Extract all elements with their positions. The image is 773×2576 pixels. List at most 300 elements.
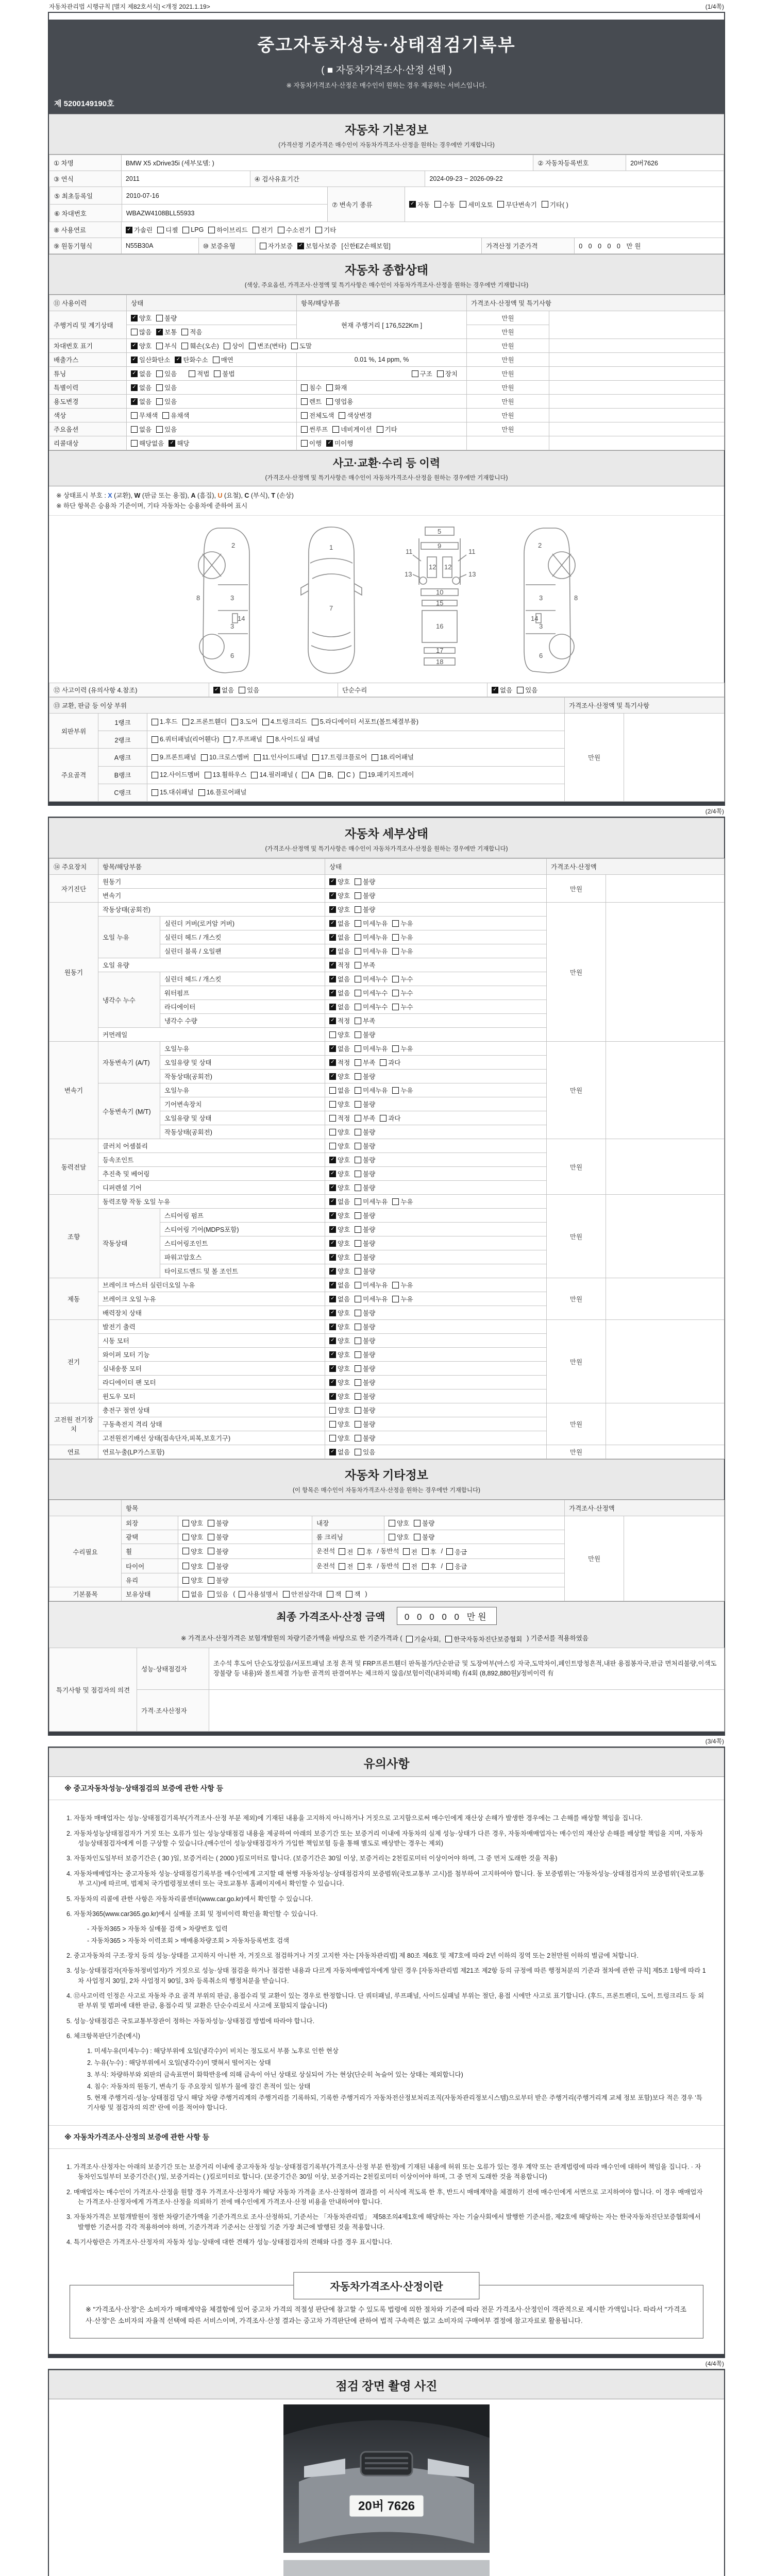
checkbox-unchecked[interactable]: 불량 xyxy=(156,313,177,323)
checkbox-unchecked[interactable]: 양호 xyxy=(329,1405,350,1415)
checkbox-unchecked[interactable]: 2.프론트휀더 xyxy=(182,716,227,728)
checkbox-unchecked[interactable]: 18.리어패널 xyxy=(372,751,414,764)
notice-item: 5. 성능·상태점검은 국토교통부장관이 정하는 자동차성능·상태점검 방법에 따라야 합니다. xyxy=(66,2017,315,2025)
device-label: 전기 xyxy=(49,1320,98,1403)
checkbox-unchecked[interactable]: 불량 xyxy=(355,1336,375,1345)
checkbox-unchecked[interactable]: 무단변속기 xyxy=(497,200,536,209)
checkbox-unchecked[interactable]: 16.플로어패널 xyxy=(198,786,247,799)
checkbox-unchecked[interactable]: 미세누유 xyxy=(355,919,388,928)
checkbox-unchecked[interactable]: 잭 xyxy=(346,1589,360,1599)
checkbox-unchecked[interactable]: 자가보증 xyxy=(260,241,293,250)
checkbox-unchecked[interactable]: 침수 xyxy=(301,383,322,392)
checkbox-checked[interactable]: ✓ 없음 xyxy=(329,1280,350,1290)
checkbox-checked[interactable]: ✓ 탄화수소 xyxy=(175,355,208,364)
checkbox-unchecked[interactable]: 있음 xyxy=(355,1447,375,1456)
notice-subitem: 3. 부식: 차량하부와 외판의 금속표면이 화학반응에 의해 금속이 아닌 상태로 상실되어 가는 현상(단순히 녹슬어 있는 상태는 제외합니다) xyxy=(87,2071,463,2078)
price-appraisal-select: ( ■ 자동차가격조사·산정 선택 ) xyxy=(321,65,452,76)
checkbox-unchecked[interactable]: 후 xyxy=(358,1562,372,1571)
checkbox-unchecked[interactable]: 미세누유 xyxy=(355,933,388,942)
checkbox-unchecked[interactable]: 부족 xyxy=(355,960,375,970)
rank-2-items xyxy=(147,731,565,749)
checkbox-unchecked[interactable]: 미세누수 xyxy=(355,988,388,997)
checkbox-checked[interactable]: ✓ 양호 xyxy=(329,1183,350,1192)
notice-item: 1. 가격조사·산정자는 아래의 보증기간 또는 보증거리 이내에 중고자동차 성능·상태점검기록부(가격조사·산정 부분 한정)에 기재된 내용에 허위 또는 오류가 있는 경우 계약 또는 관계법령에 따라 매수인에 대하여 책임을 집니다. · 자동차인도일부터 보증기간은( )일, 보증거리는 ( )킬로미터로 합니다. (보증기간은 30일 이상, 보증거리는 2천킬로미터 이상이어야 하며, 그 중 먼저 도래한 것을 적용합니다) xyxy=(66,2163,701,2181)
checkbox-unchecked[interactable]: 없음 xyxy=(182,1589,203,1599)
checkbox-checked[interactable]: ✓ 자동 xyxy=(409,200,430,209)
checkbox-unchecked[interactable]: 적법 xyxy=(189,369,209,378)
checkbox-unchecked[interactable]: 미세누유 xyxy=(355,1280,388,1290)
exchange-price: 만원 xyxy=(565,714,624,802)
svg-text:11: 11 xyxy=(405,548,412,555)
subgroup-label: 작동상태 xyxy=(98,1209,160,1278)
checkbox-unchecked[interactable]: 불량 xyxy=(355,905,375,914)
top-meta xyxy=(49,2,724,11)
device-label: 조향 xyxy=(49,1195,98,1278)
checkbox-unchecked[interactable]: 구조 xyxy=(412,369,432,378)
checkbox-unchecked[interactable]: 누유 xyxy=(392,1086,413,1095)
warranty-label: ⑩ 보증유형 xyxy=(199,238,256,254)
state-checks xyxy=(325,1083,547,1097)
section-title: 자동차 종합상태 xyxy=(345,263,428,277)
page-marker-1: (1/4쪽) xyxy=(705,3,724,10)
checkbox-unchecked[interactable]: 전 xyxy=(403,1562,417,1571)
checkbox-checked[interactable]: ✓ 양호 xyxy=(329,1169,350,1178)
engine-type-value: N55B30A xyxy=(122,238,199,254)
checkbox-unchecked[interactable]: 불량 xyxy=(355,1183,375,1192)
item-label: 오일 유량 xyxy=(98,958,325,972)
checkbox-unchecked[interactable]: 해당없음 xyxy=(131,438,164,448)
checkbox-checked[interactable]: ✓ 보험사보증 xyxy=(297,241,337,250)
checkbox-unchecked[interactable]: 불량 xyxy=(355,891,375,900)
checkbox-unchecked[interactable]: 사용설명서 xyxy=(239,1589,278,1599)
checkbox-unchecked[interactable]: 후 xyxy=(358,1547,372,1556)
inspection-photo-rear xyxy=(283,2560,490,2576)
checkbox-unchecked[interactable]: 양호 xyxy=(182,1575,203,1585)
checkbox-unchecked[interactable]: 양호 xyxy=(182,1532,203,1541)
checkbox-checked[interactable]: ✓ 양호 xyxy=(329,1266,350,1276)
checkbox-unchecked[interactable]: 색상변경 xyxy=(339,411,372,420)
checkbox-unchecked[interactable]: 렌트 xyxy=(301,397,322,406)
checkbox-checked[interactable]: ✓ 가솔린 xyxy=(126,225,153,234)
state-code-X: X xyxy=(108,492,112,499)
checkbox-unchecked[interactable]: 있음 xyxy=(156,383,177,392)
checkbox-unchecked[interactable]: 불량 xyxy=(355,1252,375,1262)
notice-item: 1. 자동차 매매업자는 성능·상태점검기록부(가격조사·산정 부분 제외)에 기재된 내용을 고지하지 아니하거나 거짓으로 고지함으로써 매수인에게 재산상 손해가 발생한 경우에는 그 손해를 배상할 책임을 집니다. xyxy=(66,1815,643,1822)
checkbox-unchecked[interactable]: 12.사이드멤버 xyxy=(152,769,200,782)
checkbox-checked[interactable]: ✓ 없음 xyxy=(329,946,350,956)
options-checks xyxy=(127,422,297,436)
checkbox-unchecked[interactable]: 기타( ) xyxy=(542,200,568,209)
base-price-label: 가격산정 기준가격 xyxy=(482,238,575,254)
checkbox-checked[interactable]: ✓ 양호 xyxy=(329,891,350,900)
checkbox-unchecked[interactable]: 양호 xyxy=(182,1518,203,1528)
notice-item: 4. ⑫사고이력 인정은 사고로 자동차 주요 골격 부위의 판금, 용접수리 및 교환이 있는 경우로 한정합니다. 단 쿼터패널, 루프패널, 사이드실패널 부위는 절단, 용접 시에만 사고로 표기합니다. (후드, 프론트펜더, 도어, 트렁크리드 등 외판 부위 및 범퍼에 대한 판금, 용접수리 및 교환은 단순수리로서 사고에 포함되지 않습니다) xyxy=(66,1992,704,2010)
checkbox-unchecked[interactable]: 미세누유 xyxy=(355,1086,388,1095)
checkbox-unchecked[interactable]: 7.루프패널 xyxy=(224,733,262,746)
used-car-inspection-record xyxy=(0,2,773,2576)
checkbox-unchecked[interactable]: 과다 xyxy=(380,1113,400,1123)
checkbox-unchecked[interactable]: 누수 xyxy=(392,988,413,997)
checkbox-unchecked[interactable]: 전기 xyxy=(253,225,273,234)
item-label: 실린더 커버(로커암 커버) xyxy=(160,917,325,930)
checkbox-unchecked[interactable]: 양호 xyxy=(329,1141,350,1150)
mileage-state-1 xyxy=(127,311,297,325)
checkbox-checked[interactable]: ✓ 양호 xyxy=(329,1225,350,1234)
checkbox-unchecked[interactable]: 불량 xyxy=(355,1308,375,1317)
checkbox-unchecked[interactable]: 불량 xyxy=(208,1547,228,1556)
checkbox-unchecked[interactable]: 누유 xyxy=(392,946,413,956)
checkbox-unchecked[interactable]: 양호 xyxy=(329,1030,350,1039)
checkbox-unchecked[interactable]: 양호 xyxy=(389,1518,409,1528)
detail-row xyxy=(49,1278,725,1292)
section-title: 자동차 세부상태 xyxy=(345,827,428,841)
notices-section2-body xyxy=(49,2149,724,2263)
checkbox-checked[interactable]: ✓ 없음 xyxy=(492,685,512,694)
checkbox-checked[interactable]: ✓ 없음 xyxy=(329,933,350,942)
notices-section1-body xyxy=(49,1800,724,2125)
checkbox-checked[interactable]: ✓ 없음 xyxy=(131,369,152,378)
checkbox-checked[interactable]: ✓ 없음 xyxy=(329,1197,350,1206)
price-cell xyxy=(467,436,549,450)
checkbox-unchecked[interactable]: 도말 xyxy=(291,341,312,350)
checkbox-unchecked[interactable]: 상이 xyxy=(224,341,244,350)
checkbox-unchecked[interactable]: 잭 xyxy=(327,1589,341,1599)
checkbox-unchecked[interactable]: 미세누유 xyxy=(355,1197,388,1206)
checkbox-unchecked[interactable]: 유채색 xyxy=(162,411,189,420)
checkbox-unchecked[interactable]: 누유 xyxy=(392,1044,413,1053)
checkbox-unchecked[interactable]: C ) xyxy=(338,769,355,782)
item-label: 구동축전지 격리 상태 xyxy=(98,1417,325,1431)
checkbox-unchecked[interactable]: 불량 xyxy=(355,1419,375,1429)
checkbox-unchecked[interactable]: 양호 xyxy=(329,1419,350,1429)
tire-checks xyxy=(178,1558,312,1573)
checkbox-checked[interactable]: ✓ 해당 xyxy=(169,438,189,448)
checkbox-unchecked[interactable]: 불량 xyxy=(355,1239,375,1248)
checkbox-unchecked[interactable]: 6.쿼터패널(리어휀다) xyxy=(152,733,219,746)
checkbox-checked[interactable]: ✓ 없음 xyxy=(131,383,152,392)
checkbox-unchecked[interactable]: 응급 xyxy=(446,1562,467,1571)
warranty-checks xyxy=(256,238,482,254)
checkbox-unchecked[interactable]: 불량 xyxy=(414,1532,434,1541)
device-label: 자기진단 xyxy=(49,875,98,903)
checkbox-checked[interactable]: ✓ 없음 xyxy=(329,1044,350,1053)
tuning-checks-2 xyxy=(297,367,467,381)
engine-type-label: ⑨ 원동기형식 xyxy=(49,238,122,254)
checkbox-unchecked[interactable]: 8.사이드실 패널 xyxy=(267,733,320,746)
checkbox-unchecked[interactable]: 후 xyxy=(422,1562,436,1571)
checkbox-unchecked[interactable]: 무채색 xyxy=(131,411,158,420)
checkbox-unchecked[interactable]: 불량 xyxy=(355,1127,375,1137)
checkbox-checked[interactable]: ✓ 없음 xyxy=(329,988,350,997)
checkbox-checked[interactable]: ✓ 적정 xyxy=(329,1058,350,1067)
checkbox-unchecked[interactable]: 적정 xyxy=(329,1113,350,1123)
detail-row xyxy=(49,1195,725,1209)
item-label: 커먼레일 xyxy=(98,1028,325,1042)
checkbox-unchecked[interactable]: 이행 xyxy=(301,438,322,448)
checkbox-unchecked[interactable]: 전 xyxy=(339,1562,353,1571)
checkbox-unchecked[interactable]: 한국자동차진단보증협회 xyxy=(445,1634,522,1643)
checkbox-checked[interactable]: ✓ 적정 xyxy=(329,1016,350,1025)
state-code-A: A xyxy=(191,492,196,499)
checkbox-unchecked[interactable]: 누유 xyxy=(392,919,413,928)
checkbox-unchecked[interactable]: 미세누유 xyxy=(355,1044,388,1053)
checkbox-unchecked[interactable]: 14.필러패널 ( xyxy=(251,769,297,782)
state-checks xyxy=(325,1028,547,1042)
checkbox-unchecked[interactable]: 기술사회, xyxy=(406,1634,441,1643)
checkbox-unchecked[interactable]: 불법 xyxy=(214,369,234,378)
notice-item: 6. 체크항목판단기준(예시) xyxy=(66,2032,140,2040)
checkbox-unchecked[interactable]: A xyxy=(302,769,314,782)
checkbox-checked[interactable]: ✓ 양호 xyxy=(329,1322,350,1331)
appraiser-opinion xyxy=(209,1690,725,1732)
main-frame-group: 주요골격 xyxy=(49,749,98,802)
document-title-banner xyxy=(49,16,724,114)
checkbox-unchecked[interactable]: 하이브리드 xyxy=(208,225,247,234)
checkbox-unchecked[interactable]: 매연 xyxy=(213,355,233,364)
checkbox-unchecked[interactable]: 불량 xyxy=(208,1575,228,1585)
checkbox-checked[interactable]: ✓ 양호 xyxy=(131,341,152,350)
text: / xyxy=(441,1562,443,1570)
checkbox-unchecked[interactable]: 5.라디에이터 서포트(볼트체결부품) xyxy=(312,716,418,728)
checkbox-unchecked[interactable]: 전체도색 xyxy=(301,411,334,420)
checkbox-checked[interactable]: ✓ 없음 xyxy=(329,974,350,984)
checkbox-checked[interactable]: ✓ 양호 xyxy=(329,1072,350,1081)
checkbox-unchecked[interactable]: 불량 xyxy=(355,1030,375,1039)
section-title: 점검 장면 촬영 사진 xyxy=(335,2379,438,2393)
detail-row xyxy=(49,903,725,917)
checkbox-checked[interactable]: ✓ 양호 xyxy=(329,1211,350,1220)
checkbox-unchecked[interactable]: 디젤 xyxy=(157,225,178,234)
checkbox-unchecked[interactable]: 있음 xyxy=(239,685,259,694)
checkbox-unchecked[interactable]: 10.크로스멤버 xyxy=(201,751,249,764)
checkbox-unchecked[interactable]: 기타 xyxy=(315,225,336,234)
price-cell: 만원 xyxy=(547,1195,606,1278)
checkbox-unchecked[interactable]: 4.트렁크리드 xyxy=(262,716,307,728)
checkbox-unchecked[interactable]: 누유 xyxy=(392,1197,413,1206)
checkbox-unchecked[interactable]: 1.후드 xyxy=(152,716,178,728)
checkbox-unchecked[interactable]: 미세누수 xyxy=(355,1002,388,1011)
opinions-table xyxy=(49,1648,725,1732)
checkbox-unchecked[interactable]: 양호 xyxy=(389,1532,409,1541)
item-label: 윈도우 모터 xyxy=(98,1389,325,1403)
checkbox-unchecked[interactable]: 양호 xyxy=(329,1099,350,1109)
checkbox-unchecked[interactable]: 불량 xyxy=(355,1225,375,1234)
checkbox-unchecked[interactable]: 후 xyxy=(422,1547,436,1556)
checkbox-unchecked[interactable]: 네비게이션 xyxy=(332,425,372,434)
checkbox-unchecked[interactable]: 부족 xyxy=(355,1016,375,1025)
checkbox-unchecked[interactable]: 부족 xyxy=(355,1058,375,1067)
checkbox-unchecked[interactable]: 응급 xyxy=(446,1547,467,1556)
checkbox-unchecked[interactable]: 미세누유 xyxy=(355,1294,388,1303)
checkbox-checked[interactable]: ✓ 없음 xyxy=(329,1294,350,1303)
checkbox-unchecked[interactable]: 불량 xyxy=(355,1378,375,1387)
overall-state-table xyxy=(49,295,725,450)
document-number: 제 5200149190호 xyxy=(54,99,114,108)
checkbox-unchecked[interactable]: 9.프론트패널 xyxy=(152,751,196,764)
checkbox-unchecked[interactable]: 불량 xyxy=(208,1562,228,1571)
checkbox-checked[interactable]: ✓ 없음 xyxy=(131,397,152,406)
checkbox-unchecked[interactable]: 있음 xyxy=(156,369,177,378)
price-appraisal-info-box xyxy=(70,2281,703,2338)
item-label: 발전기 출력 xyxy=(98,1320,325,1334)
checkbox-unchecked[interactable]: 불량 xyxy=(355,1211,375,1220)
item-label: 충전구 절연 상태 xyxy=(98,1403,325,1417)
state-code-U: U xyxy=(217,492,223,499)
checkbox-unchecked[interactable]: 양호 xyxy=(182,1547,203,1556)
item-label: 실린더 헤드 / 개스킷 xyxy=(160,972,325,986)
checkbox-unchecked[interactable]: 없음 xyxy=(131,425,152,434)
checkbox-checked[interactable]: ✓ 양호 xyxy=(131,313,152,323)
car-diagram-top xyxy=(293,523,370,677)
inspector-label: 성능·상태점검자 xyxy=(137,1648,209,1690)
checkbox-unchecked[interactable]: 영업용 xyxy=(326,397,353,406)
checkbox-checked[interactable]: ✓ 없음 xyxy=(213,685,234,694)
checkbox-unchecked[interactable]: 누유 xyxy=(392,933,413,942)
checkbox-unchecked[interactable]: 전 xyxy=(339,1547,353,1556)
glass-label: 유리 xyxy=(122,1573,178,1587)
checkbox-unchecked[interactable]: 적음 xyxy=(181,327,202,336)
checkbox-unchecked[interactable]: 불량 xyxy=(414,1518,434,1528)
checkbox-unchecked[interactable]: 있음 xyxy=(156,425,177,434)
checkbox-unchecked[interactable]: 안전삼각대 xyxy=(283,1589,322,1599)
checkbox-checked[interactable]: ✓ 양호 xyxy=(329,877,350,886)
checkbox-checked[interactable]: ✓ 양호 xyxy=(329,1336,350,1345)
final-price-note xyxy=(49,1630,724,1648)
usage-change-checks xyxy=(127,395,297,409)
checkbox-unchecked[interactable]: LPG xyxy=(182,226,204,233)
checkbox-unchecked[interactable]: 누수 xyxy=(392,1002,413,1011)
checkbox-unchecked[interactable]: 없음 xyxy=(329,1086,350,1095)
checkbox-unchecked[interactable]: 17.트렁크플로어 xyxy=(312,751,367,764)
svg-text:2: 2 xyxy=(537,541,542,549)
checkbox-unchecked[interactable]: 불량 xyxy=(355,1141,375,1150)
rank-b-items xyxy=(147,766,565,784)
checkbox-unchecked[interactable]: 불량 xyxy=(355,1099,375,1109)
checkbox-unchecked[interactable]: 부족 xyxy=(355,1113,375,1123)
section-title: 자동차 기타정보 xyxy=(345,1468,428,1482)
final-price-band xyxy=(49,1601,724,1630)
checkbox-unchecked[interactable]: 3.도어 xyxy=(231,716,258,728)
exchange-note xyxy=(624,714,725,802)
col-price: 가격조사·산정액 xyxy=(547,859,725,875)
checkbox-unchecked[interactable]: B, xyxy=(319,769,333,782)
checkbox-checked[interactable]: ✓ 없음 xyxy=(329,919,350,928)
state-checks xyxy=(325,1403,547,1417)
svg-text:14: 14 xyxy=(530,615,538,622)
checkbox-checked[interactable]: ✓ 보통 xyxy=(156,327,177,336)
svg-text:3: 3 xyxy=(230,594,234,602)
checkbox-unchecked[interactable]: 불량 xyxy=(355,1392,375,1401)
checkbox-unchecked[interactable]: 불량 xyxy=(355,1169,375,1178)
transmission-checks xyxy=(405,187,724,222)
checkbox-unchecked[interactable]: 불량 xyxy=(208,1518,228,1528)
car-name-value: BMW X5 xDrive35i (세부모델: ) xyxy=(122,155,533,171)
checkbox-unchecked[interactable]: 수동 xyxy=(434,200,455,209)
checkbox-checked[interactable]: ✓ 양호 xyxy=(329,1364,350,1373)
checkbox-checked[interactable]: ✓ 미이행 xyxy=(326,438,353,448)
checkbox-checked[interactable]: ✓ 일산화탄소 xyxy=(131,355,170,364)
detail-row xyxy=(49,875,725,889)
checkbox-unchecked[interactable]: 누유 xyxy=(392,1294,413,1303)
checkbox-unchecked[interactable]: 불량 xyxy=(208,1532,228,1541)
checkbox-checked[interactable]: ✓ 양호 xyxy=(329,1252,350,1262)
note-cell xyxy=(549,353,725,367)
state-checks xyxy=(325,1445,547,1459)
checkbox-unchecked[interactable]: 불량 xyxy=(355,1322,375,1331)
checkbox-unchecked[interactable]: 부식 xyxy=(156,341,177,350)
rank-a-items xyxy=(147,749,565,766)
odometer-value: 현재 주행거리 [ 176,522Km ] xyxy=(297,311,467,339)
checkbox-unchecked[interactable]: 19.패키지트레이 xyxy=(360,769,414,782)
etc-info-table xyxy=(49,1500,725,1601)
checkbox-checked[interactable]: ✓ 양호 xyxy=(329,1378,350,1387)
checkbox-unchecked[interactable]: 양호 xyxy=(329,1433,350,1443)
item-label: 실내송풍 모터 xyxy=(98,1362,325,1376)
checkbox-unchecked[interactable]: 불량 xyxy=(355,1072,375,1081)
checkbox-unchecked[interactable]: 많음 xyxy=(131,327,152,336)
item-label: 와이퍼 모터 기능 xyxy=(98,1348,325,1362)
checkbox-unchecked[interactable]: 15.대쉬패널 xyxy=(152,786,194,799)
item-label: 워터펌프 xyxy=(160,986,325,1000)
notices-section2-head: ※ 자동차가격조사·산정의 보증에 관한 사항 등 xyxy=(49,2125,724,2149)
device-label: 고전원 전기장치 xyxy=(49,1403,98,1445)
checkbox-checked[interactable]: ✓ 양호 xyxy=(329,1239,350,1248)
checkbox-checked[interactable]: ✓ 적정 xyxy=(329,960,350,970)
checkbox-checked[interactable]: ✓ 양호 xyxy=(329,1308,350,1317)
checkbox-unchecked[interactable]: 불량 xyxy=(355,1155,375,1164)
special-history-checks-2 xyxy=(297,381,467,395)
item-label: 작동상태(공회전) xyxy=(160,1125,325,1139)
checkbox-unchecked[interactable]: 미세누유 xyxy=(355,946,388,956)
checkbox-checked[interactable]: ✓ 양호 xyxy=(329,1155,350,1164)
checkbox-unchecked[interactable]: 불량 xyxy=(355,877,375,886)
checkbox-unchecked[interactable]: 기타 xyxy=(377,425,397,434)
fuel-label: ⑧ 사용연료 xyxy=(49,222,122,238)
checkbox-unchecked[interactable]: 불량 xyxy=(355,1433,375,1443)
checkbox-checked[interactable]: ✓ 양호 xyxy=(329,1392,350,1401)
state-checks xyxy=(325,930,547,944)
checkbox-checked[interactable]: ✓ 양호 xyxy=(329,1350,350,1359)
checkbox-unchecked[interactable]: 양호 xyxy=(182,1562,203,1571)
checkbox-unchecked[interactable]: 세미오토 xyxy=(460,200,493,209)
notice-item: 2. 매매업자는 매수인이 가격조사·산정을 원할 경우 가격조사·산정자가 해당 자동차 가격을 조사·산정하여 결과를 이 서식에 적도록 한 후, 반드시 매매계약을 체결하기 전에 매수인에게 서면으로 고지하여야 합니다. 이 경우 매매업자는 가격조사·산정자에게 가격조사·산정을 의뢰하기 전에 매수인에게 가격조사·산정 비용을 안내하여야 합니다. xyxy=(66,2188,703,2206)
checkbox-unchecked[interactable]: 수소전기 xyxy=(278,225,311,234)
checkbox-unchecked[interactable]: 13.휠하우스 xyxy=(205,769,247,782)
checkbox-unchecked[interactable]: 불량 xyxy=(355,1405,375,1415)
checkbox-unchecked[interactable]: 변조(변타) xyxy=(249,341,287,350)
checkbox-unchecked[interactable]: 있음 xyxy=(156,397,177,406)
checkbox-unchecked[interactable]: 누수 xyxy=(392,974,413,984)
checkbox-unchecked[interactable]: 훼손(오손) xyxy=(181,341,219,350)
checkbox-unchecked[interactable]: 썬루프 xyxy=(301,425,328,434)
checkbox-unchecked[interactable]: 화재 xyxy=(326,383,347,392)
checkbox-unchecked[interactable]: 불량 xyxy=(355,1350,375,1359)
checkbox-unchecked[interactable]: 전 xyxy=(403,1547,417,1556)
checkbox-unchecked[interactable]: 불량 xyxy=(355,1266,375,1276)
checkbox-unchecked[interactable]: 11.인사이드패널 xyxy=(254,751,308,764)
checkbox-unchecked[interactable]: 미세누수 xyxy=(355,974,388,984)
checkbox-unchecked[interactable]: 누유 xyxy=(392,1280,413,1290)
checkbox-unchecked[interactable]: 양호 xyxy=(329,1127,350,1137)
checkbox-unchecked[interactable]: 장치 xyxy=(437,369,458,378)
checkbox-checked[interactable]: ✓ 양호 xyxy=(329,905,350,914)
checkbox-unchecked[interactable]: 과다 xyxy=(380,1058,400,1067)
checkbox-checked[interactable]: ✓ 없음 xyxy=(329,1447,350,1456)
checkbox-checked[interactable]: ✓ 없음 xyxy=(329,1002,350,1011)
checkbox-unchecked[interactable]: 있음 xyxy=(208,1589,228,1599)
checkbox-unchecked[interactable]: 불량 xyxy=(355,1364,375,1373)
checkbox-unchecked[interactable]: 있음 xyxy=(517,685,537,694)
